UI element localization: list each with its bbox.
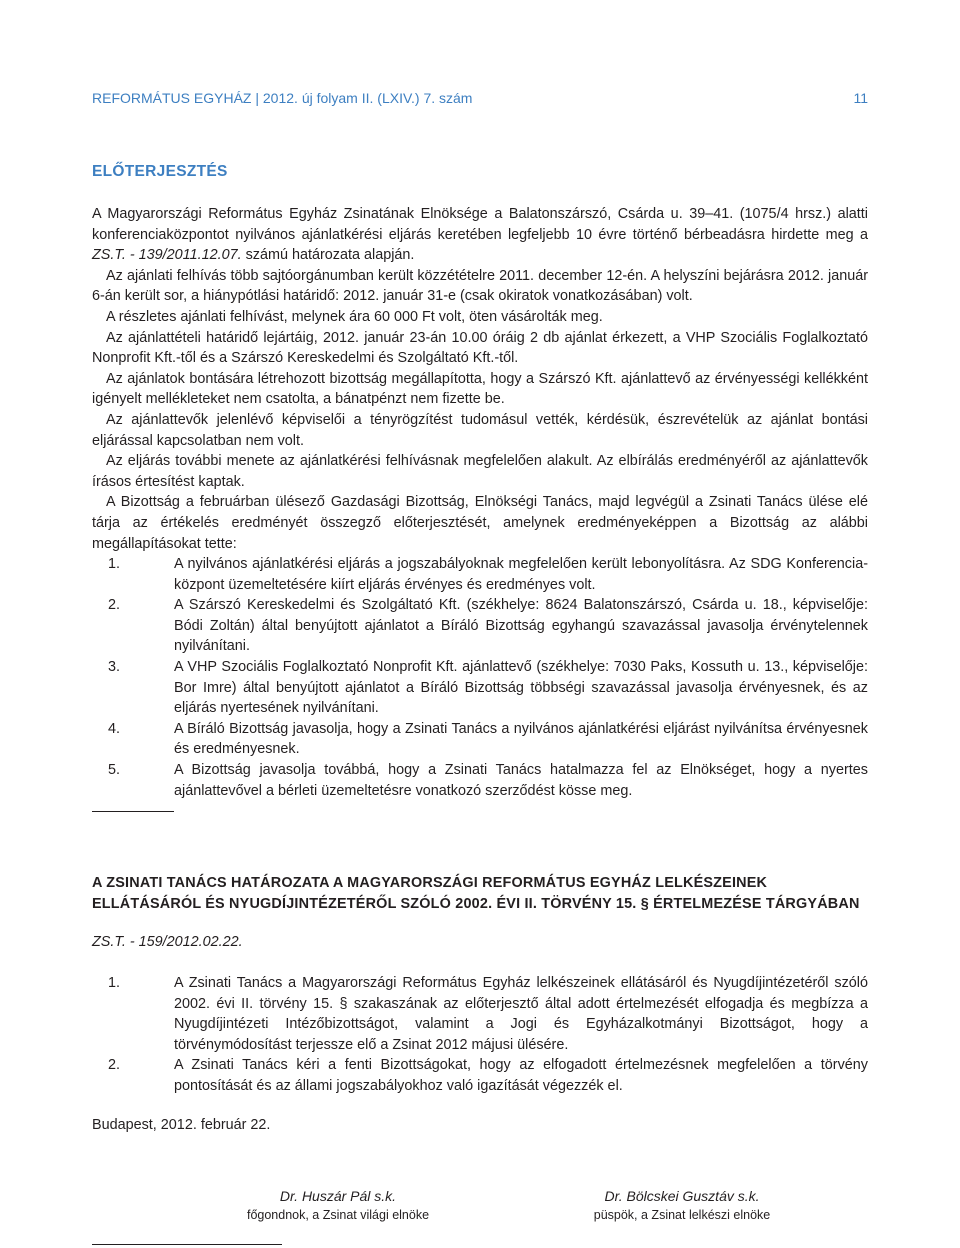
intro-text-a: A Magyarországi Református Egyház Zsinatának Elnöksége a Balatonszárszó, Csárda u. 39–41. (1075/4 hrsz.) alatti konferenciaközpontot nyilvános ajánlatkérési eljárás keretében legfeljebb 10 évre történő bérbeadásra hirdette meg a [92, 206, 868, 243]
item-text: A Bizottság javasolja továbbá, hogy a Zsinati Tanács hatalmazza fel az Elnökséget, hogy a nyertes ajánlattevővel a bérleti üzemeltetésre vonatkozó szerződést kösse meg. [174, 762, 868, 799]
list-item [92, 973, 868, 1055]
section-title: ELŐTERJESZTÉS [92, 163, 228, 180]
intro-text-b: számú határozata alapján. [241, 247, 415, 264]
item-text: A nyilvános ajánlatkérési eljárás a jogszabályoknak megfelelően került lebonyolításra. Az SDG Konferencia-központ üzemeltetésére kiírt eljárás érvényes és eredményes volt. [174, 556, 868, 593]
item-text: A Zsinati Tanács kéri a fenti Bizottságokat, hogy az elfogadott értelmezésnek megfelelően a törvény pontosítását és az állami jogszabályokhoz való igazítását végezzék el. [174, 1057, 868, 1094]
section-divider [92, 811, 174, 812]
footer-divider [92, 1244, 282, 1245]
item-number: 2. [108, 1057, 121, 1074]
item-number: 1. [108, 556, 121, 573]
paragraph: Az ajánlattevők jelenlévő képviselői a tényrögzítést tudomásul vették, kérdésük, észrevételük az ajánlat bontási eljárással kapcsolatban nem volt. [92, 411, 868, 449]
running-header [92, 90, 868, 106]
signature-block [552, 1188, 812, 1222]
header-separator: | [255, 90, 259, 106]
item-number: 3. [108, 659, 121, 676]
resolution-list [92, 973, 868, 1097]
item-text: A VHP Szociális Foglalkoztató Nonprofit Kft. ajánlattevő (székhelye: 7030 Paks, Kossuth u. 13., képviselője: Bor Imre) által benyújtott ajánlatot a Bíráló Bizottság többségi szavazással javasolja érvényesnek, és az eljárás nyertesének nyilvánítani. [174, 659, 868, 717]
item-text: A Zsinati Tanács a Magyarországi Református Egyház lelkészeinek ellátásáról és Nyugdíjintézetéről szóló 2002. évi II. törvény 15. § szakaszának az előterjesztő által adott értelmezését elfogadja és megbízza a Nyugdíjintézeti Intézőbizottságot, valamint a Jogi és Egyházalkotmányi Bizottságot, hogy a törvénymódosítást terjessze elő a Zsinat 2012 májusi ülésére. [174, 975, 868, 1053]
page-number: 11 [853, 90, 868, 106]
signature-block [208, 1188, 468, 1222]
journal-name: REFORMÁTUS EGYHÁZ [92, 90, 252, 106]
item-number: 5. [108, 762, 121, 779]
paragraph: Az ajánlatok bontására létrehozott bizottság megállapította, hogy a Szárszó Kft. ajánlattevő az érvényességi kellékként igényelt mellékleteket nem csatolta, a bánatpénzt nem fizette be. [92, 370, 868, 408]
resolution-body [92, 973, 868, 1097]
issue-info: 2012. új folyam II. (LXIV.) 7. szám [262, 90, 473, 106]
signatory-role: főgondnok, a Zsinat világi elnöke [246, 1208, 430, 1222]
place-date: Budapest, 2012. február 22. [92, 1117, 271, 1133]
resolution-title: A ZSINATI TANÁCS HATÁROZATA A MAGYARORSZÁGI REFORMÁTUS EGYHÁZ LELKÉSZEINEK ELLÁTÁSÁRÓL ÉS NYUGDÍJINTÉZETÉRŐL SZÓLÓ 2002. ÉVI II. TÖRVÉNY 15. § ÉRTELMEZÉSE TÁRGYÁBAN [92, 875, 860, 912]
signatory-name: Dr. Huszár Pál s.k. [279, 1188, 397, 1204]
paragraph: Az ajánlati felhívás több sajtóorgánumban került közzétételre 2011. december 12-én. A helyszíni bejárásra 2012. január 6-án került sor, a hiánypótlási határidő: 2012. január 31-e (csak okiratok vonatkozásában) volt. [92, 267, 868, 305]
intro-paragraph [92, 204, 868, 266]
findings-list [92, 554, 868, 801]
signatory-name: Dr. Bölcskei Gusztáv s.k. [604, 1188, 760, 1204]
signatory-role: püspök, a Zsinat lelkészi elnöke [593, 1208, 771, 1222]
item-text: A Szárszó Kereskedelmi és Szolgáltató Kft. (székhelye: 8624 Balatonszárszó, Csárda u. 18., képviselője: Bódi Zoltán) által benyújtott ajánlatot a Bíráló Bizottság egyhangú szavazással javasolja érvénytelennek nyilvánítani. [174, 597, 868, 655]
intro-case-number: ZS.T. - 139/2011.12.07. [92, 247, 242, 264]
list-item [92, 760, 868, 801]
item-number: 4. [108, 720, 121, 737]
item-number: 2. [108, 597, 121, 614]
item-text: A Bíráló Bizottság javasolja, hogy a Zsinati Tanács a nyilvános ajánlatkérési eljárást nyilvánítsa érvényesnek és eredményesnek. [174, 720, 868, 758]
paragraph: A részletes ajánlati felhívást, melynek ára 60 000 Ft volt, öten vásárolták meg. [106, 308, 603, 325]
paragraph: Az eljárás további menete az ajánlatkérési felhívásnak megfelelően alakult. Az elbírálás eredményéről az ajánlattevők írásos értesítést kaptak. [92, 453, 868, 490]
list-item [92, 657, 868, 719]
list-item [92, 1055, 868, 1096]
paragraph: A Bizottság a februárban ülésező Gazdasági Bizottság, Elnökségi Tanács, majd legvégül a Zsinati Tanács ülése elé tárja az értékelés eredményét összegző előterjesztését, amelynek eredményeképpen a Bizottság az alábbi megállapításokat tette: [92, 494, 868, 552]
proposal-body [92, 204, 868, 801]
resolution-case-number: ZS.T. - 159/2012.02.22. [92, 934, 243, 950]
list-item [92, 595, 868, 657]
item-number: 1. [108, 975, 121, 991]
list-item [92, 719, 868, 760]
list-item [92, 554, 868, 595]
paragraph: Az ajánlattételi határidő lejártáig, 2012. január 23-án 10.00 óráig 2 db ajánlat érkezett, a VHP Szociális Foglalkoztató Nonprofit Kft.-től és a Szárszó Kereskedelmi és Szolgáltató Kft.-től. [92, 329, 868, 367]
